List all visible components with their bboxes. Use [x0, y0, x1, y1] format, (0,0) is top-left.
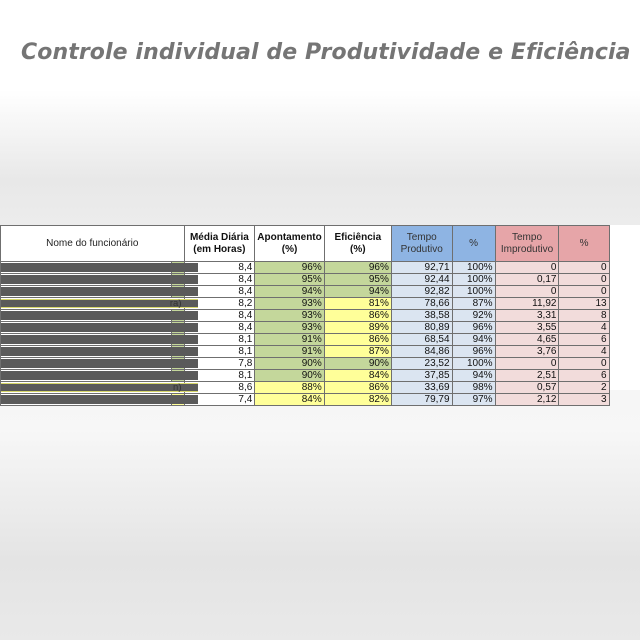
cell-pct-improdutivo[interactable]: 13 — [559, 298, 609, 310]
cell-pct-produtivo[interactable]: 100% — [452, 358, 495, 370]
productivity-table — [0, 225, 640, 406]
cell-employee-name[interactable] — [1, 358, 172, 370]
cell-tempo-produtivo[interactable]: 33,69 — [391, 382, 452, 394]
cell-pct-improdutivo[interactable]: 3 — [559, 394, 609, 406]
cell-apontamento[interactable]: 88% — [255, 382, 324, 394]
cell-apontamento[interactable]: 96% — [255, 262, 324, 274]
table-row — [1, 334, 640, 346]
cell-tempo-improdutivo[interactable]: 4,65 — [495, 334, 559, 346]
cell-media-diaria[interactable]: 8,4 — [184, 262, 255, 274]
cell-tempo-produtivo[interactable]: 79,79 — [391, 394, 452, 406]
cell-eficiencia[interactable]: 86% — [324, 382, 391, 394]
cell-media-diaria[interactable]: 8,1 — [184, 346, 255, 358]
table-row — [1, 394, 640, 406]
table-row — [1, 262, 640, 274]
cell-pct-improdutivo[interactable]: 4 — [559, 346, 609, 358]
cell-employee-name[interactable] — [1, 370, 172, 382]
header-row — [1, 226, 640, 262]
redacted-name-block — [1, 383, 198, 392]
cell-eficiencia[interactable]: 82% — [324, 394, 391, 406]
redacted-name-block — [1, 371, 198, 380]
table-row — [1, 310, 640, 322]
cell-eficiencia[interactable]: 89% — [324, 322, 391, 334]
cell-tempo-produtivo[interactable]: 92,71 — [391, 262, 452, 274]
table-row — [1, 370, 640, 382]
cell-apontamento[interactable]: 91% — [255, 346, 324, 358]
cell-pct-produtivo[interactable]: 100% — [452, 286, 495, 298]
cell-tempo-produtivo[interactable]: 78,66 — [391, 298, 452, 310]
cell-apontamento[interactable]: 93% — [255, 298, 324, 310]
cell-pct-produtivo[interactable]: 96% — [452, 322, 495, 334]
cell-apontamento[interactable]: 91% — [255, 334, 324, 346]
table-row — [1, 382, 640, 394]
cell-eficiencia[interactable]: 86% — [324, 310, 391, 322]
redacted-name-block — [1, 323, 198, 332]
cell-pct-improdutivo[interactable]: 2 — [559, 382, 609, 394]
redacted-name-block — [1, 299, 198, 308]
cell-pct-improdutivo[interactable]: 0 — [559, 358, 609, 370]
cell-tempo-produtivo[interactable]: 84,86 — [391, 346, 452, 358]
table-row — [1, 358, 640, 370]
cell-pct-improdutivo[interactable]: 0 — [559, 274, 609, 286]
cell-employee-name[interactable] — [1, 334, 172, 346]
cell-pct-improdutivo[interactable]: 6 — [559, 370, 609, 382]
cell-pct-improdutivo[interactable]: 0 — [559, 262, 609, 274]
table-row — [1, 274, 640, 286]
cell-tempo-improdutivo[interactable]: 3,31 — [495, 310, 559, 322]
cell-tempo-improdutivo[interactable]: 2,12 — [495, 394, 559, 406]
cell-media-diaria[interactable]: 8,4 — [184, 286, 255, 298]
cell-tempo-improdutivo[interactable]: 3,76 — [495, 346, 559, 358]
cell-media-diaria[interactable]: 8,4 — [184, 322, 255, 334]
cell-pct-produtivo[interactable]: 87% — [452, 298, 495, 310]
cell-pct-produtivo[interactable]: 94% — [452, 370, 495, 382]
cell-pct-produtivo[interactable]: 98% — [452, 382, 495, 394]
cell-tempo-improdutivo[interactable]: 11,92 — [495, 298, 559, 310]
redacted-name-block — [1, 275, 198, 284]
slide-title: Controle individual de Produtividade e Eficiência — [21, 40, 631, 65]
cell-media-diaria[interactable]: 8,4 — [184, 310, 255, 322]
cell-tempo-improdutivo[interactable]: 0 — [495, 262, 559, 274]
header-pct-produtivo[interactable]: % — [452, 226, 495, 262]
cell-pct-produtivo[interactable]: 94% — [452, 334, 495, 346]
cell-employee-name[interactable] — [1, 382, 185, 394]
cell-eficiencia[interactable]: 94% — [324, 286, 391, 298]
cell-tempo-improdutivo[interactable]: 0 — [495, 286, 559, 298]
cell-apontamento[interactable]: 90% — [255, 358, 324, 370]
cell-pct-produtivo[interactable]: 96% — [452, 346, 495, 358]
cell-apontamento[interactable]: 94% — [255, 286, 324, 298]
cell-eficiencia[interactable]: 84% — [324, 370, 391, 382]
cell-tempo-improdutivo[interactable]: 2,51 — [495, 370, 559, 382]
cell-apontamento[interactable]: 93% — [255, 322, 324, 334]
cell-apontamento[interactable]: 93% — [255, 310, 324, 322]
cell-tempo-produtivo[interactable]: 38,58 — [391, 310, 452, 322]
cell-pct-improdutivo[interactable]: 8 — [559, 310, 609, 322]
cell-tempo-improdutivo[interactable]: 0,17 — [495, 274, 559, 286]
cell-employee-name[interactable] — [1, 346, 172, 358]
header-media-diaria[interactable]: Média Diária (em Horas) — [184, 226, 255, 262]
productivity-spreadsheet — [0, 225, 640, 405]
cell-pct-produtivo[interactable]: 97% — [452, 394, 495, 406]
cell-employee-name[interactable] — [1, 262, 172, 274]
cell-tempo-improdutivo[interactable]: 0 — [495, 358, 559, 370]
cell-pct-improdutivo[interactable]: 6 — [559, 334, 609, 346]
cell-apontamento[interactable]: 84% — [255, 394, 324, 406]
name-suffix: n) — [173, 382, 182, 393]
cell-eficiencia[interactable]: 81% — [324, 298, 391, 310]
cell-pct-improdutivo[interactable]: 0 — [559, 286, 609, 298]
cell-media-diaria[interactable]: 8,2 — [184, 298, 255, 310]
redacted-name-block — [1, 359, 198, 368]
header-pct-improdutivo[interactable]: % — [559, 226, 609, 262]
cell-apontamento[interactable]: 95% — [255, 274, 324, 286]
table-row — [1, 322, 640, 334]
redacted-name-block — [1, 263, 198, 272]
cell-tempo-improdutivo[interactable]: 0,57 — [495, 382, 559, 394]
table-row — [1, 286, 640, 298]
cell-employee-name[interactable] — [1, 298, 185, 310]
header-apontamento[interactable]: Apontamento (%) — [255, 226, 324, 262]
cell-media-diaria[interactable]: 8,1 — [184, 334, 255, 346]
cell-tempo-produtivo[interactable]: 92,44 — [391, 274, 452, 286]
redacted-name-block — [1, 395, 198, 404]
redacted-name-block — [1, 311, 198, 320]
cell-eficiencia[interactable]: 86% — [324, 334, 391, 346]
cell-tempo-produtivo[interactable]: 68,54 — [391, 334, 452, 346]
table-row — [1, 298, 640, 310]
cell-pct-improdutivo[interactable]: 4 — [559, 322, 609, 334]
table-row — [1, 346, 640, 358]
name-suffix: ra) — [169, 298, 182, 309]
cell-tempo-produtivo[interactable]: 92,82 — [391, 286, 452, 298]
header-nome-funcionario[interactable]: Nome do funcionário — [1, 226, 185, 262]
cell-media-diaria[interactable]: 7,4 — [184, 394, 255, 406]
cell-tempo-improdutivo[interactable]: 3,55 — [495, 322, 559, 334]
redacted-name-block — [1, 287, 198, 296]
cell-apontamento[interactable]: 90% — [255, 370, 324, 382]
cell-eficiencia[interactable]: 96% — [324, 262, 391, 274]
cell-employee-name[interactable] — [1, 274, 172, 286]
header-eficiencia[interactable]: Eficiência (%) — [324, 226, 391, 262]
cell-media-diaria[interactable]: 8,4 — [184, 274, 255, 286]
cell-pct-produtivo[interactable]: 92% — [452, 310, 495, 322]
cell-eficiencia[interactable]: 95% — [324, 274, 391, 286]
cell-employee-name[interactable] — [1, 394, 172, 406]
cell-employee-name[interactable] — [1, 310, 172, 322]
cell-employee-name[interactable] — [1, 322, 172, 334]
header-tempo-improdutivo[interactable]: Tempo Improdutivo — [495, 226, 559, 262]
header-tempo-produtivo[interactable]: Tempo Produtivo — [391, 226, 452, 262]
redacted-name-block — [1, 347, 198, 356]
cell-pct-produtivo[interactable]: 100% — [452, 274, 495, 286]
cell-media-diaria[interactable]: 8,1 — [184, 370, 255, 382]
cell-eficiencia[interactable]: 87% — [324, 346, 391, 358]
cell-pct-produtivo[interactable]: 100% — [452, 262, 495, 274]
cell-media-diaria[interactable]: 7,8 — [184, 358, 255, 370]
cell-tempo-produtivo[interactable]: 23,52 — [391, 358, 452, 370]
cell-employee-name[interactable] — [1, 286, 172, 298]
cell-tempo-produtivo[interactable]: 37,85 — [391, 370, 452, 382]
redacted-name-block — [1, 335, 198, 344]
cell-tempo-produtivo[interactable]: 80,89 — [391, 322, 452, 334]
cell-media-diaria[interactable]: 8,6 — [184, 382, 255, 394]
cell-eficiencia[interactable]: 90% — [324, 358, 391, 370]
